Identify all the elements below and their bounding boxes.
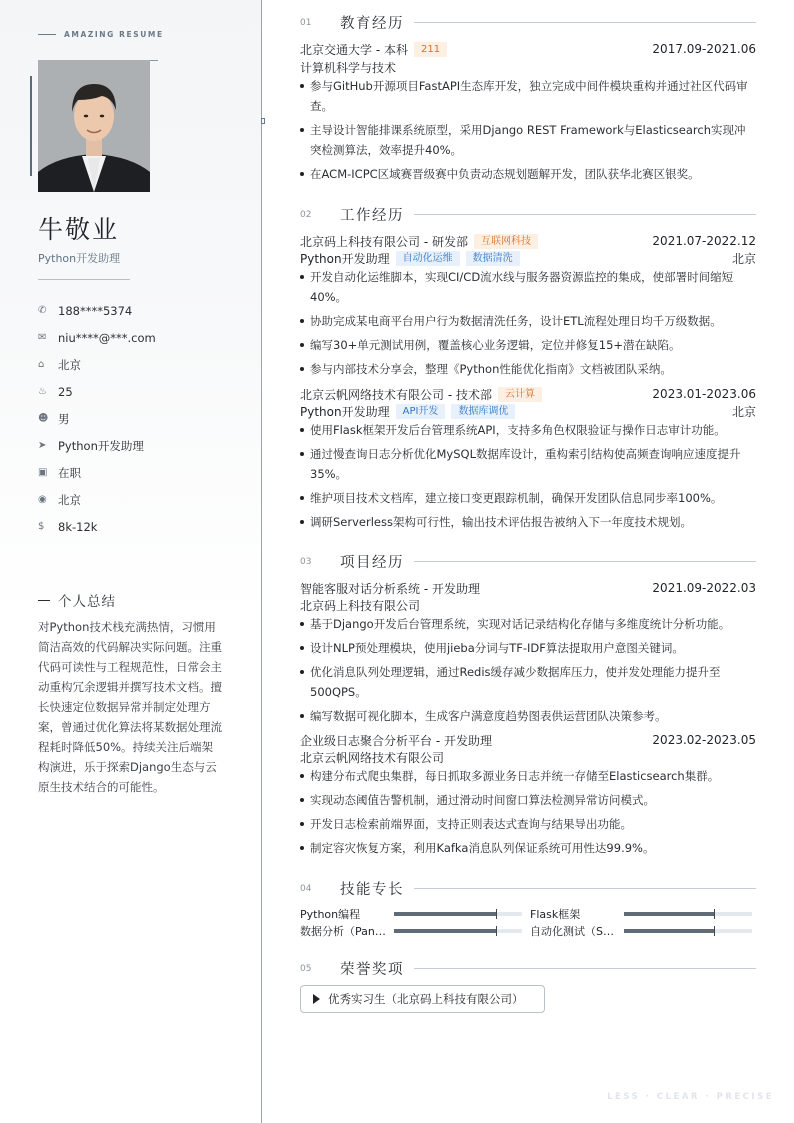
candidate-role: Python开发助理	[38, 252, 121, 265]
section-title: 教育经历	[340, 16, 404, 32]
work-city: 北京	[731, 404, 756, 419]
location-pin-icon: ◉	[38, 494, 47, 505]
brand-label: AMAZING RESUME	[64, 30, 164, 39]
contact-info-list	[38, 297, 238, 540]
list-item: 基于Django开发后台管理系统，实现对话记录结构化存储与多维度统计分析功能。	[300, 614, 756, 634]
skill-level-bar	[624, 929, 752, 933]
work-position-row	[300, 402, 756, 420]
gender-icon: ☻	[38, 413, 49, 424]
project-date: 2023.02-2023.05	[652, 733, 756, 747]
section-awards-header	[300, 958, 756, 979]
contact-info-value: 北京	[58, 357, 81, 372]
work-company: 北京码上科技有限公司 - 研发部	[300, 234, 468, 249]
list-item: 维护项目技术文档库，建立接口变更跟踪机制，确保开发团队信息同步率100%。	[300, 488, 756, 508]
skill-item	[530, 906, 752, 922]
work-company: 北京云帆网络技术有限公司 - 技术部	[300, 387, 492, 402]
send-icon: ➤	[38, 440, 47, 451]
work-position: Python开发助理	[300, 404, 390, 419]
skill-level-bar	[394, 912, 522, 916]
contact-info-value: 男	[58, 411, 70, 426]
work-bullet-list	[300, 420, 756, 536]
list-item: 开发日志检索前端界面，支持正则表达式查询与结果导出功能。	[300, 814, 756, 834]
education-header-row	[300, 40, 756, 58]
list-item: 制定容灾恢复方案，利用Kafka消息队列保证系统可用性达99.9%。	[300, 838, 756, 858]
contact-info-value: Python开发助理	[58, 438, 144, 453]
section-education-header	[300, 12, 756, 33]
skill-name: 自动化测试（S…	[530, 925, 614, 938]
skill-level-fill	[624, 929, 714, 933]
list-item: 使用Flask框架开发后台管理系统API，支持多角色权限验证与操作日志审计功能。	[300, 420, 756, 440]
home-icon: ⌂	[38, 359, 45, 370]
work-header-row	[300, 232, 756, 250]
section-title: 项目经历	[340, 555, 404, 571]
timeline-marker	[261, 118, 265, 124]
play-triangle-icon	[313, 994, 320, 1004]
list-item: 实现动态阈值告警机制，通过滑动时间窗口算法检测异常访问模式。	[300, 790, 756, 810]
list-item: 参与GitHub开源项目FastAPI生态库开发，独立完成中间件模块重构并通过社区代码审查。	[300, 76, 756, 116]
section-number: 01	[300, 17, 312, 28]
skill-level-marker	[496, 926, 497, 936]
footer-tagline: LESS · CLEAR · PRECISE	[607, 1092, 774, 1102]
award-label: 优秀实习生（北京码上科技有限公司）	[328, 992, 524, 1006]
skill-item	[300, 923, 522, 939]
skill-tag: 数据库调优	[451, 404, 515, 419]
briefcase-icon: ▣	[38, 467, 48, 478]
skill-name: Python编程	[300, 908, 361, 921]
section-title: 工作经历	[340, 208, 404, 224]
contact-info-row	[38, 324, 238, 351]
summary-title: 个人总结	[58, 594, 116, 610]
section-title: 技能专长	[340, 882, 404, 898]
education-date: 2017.09-2021.06	[652, 42, 756, 56]
skill-name: 数据分析（Pan…	[300, 925, 386, 938]
avatar-portrait	[38, 60, 150, 192]
money-icon: $	[38, 521, 45, 532]
contact-info-row	[38, 297, 238, 324]
divider	[38, 34, 56, 35]
contact-info-row	[38, 351, 238, 378]
list-item: 参与内部技术分享会，整理《Python性能优化指南》文档被团队采纳。	[300, 359, 756, 379]
contact-info-row	[38, 459, 238, 486]
skill-level-bar	[624, 912, 752, 916]
contact-info-value: 188****5374	[58, 303, 133, 318]
project-company: 北京云帆网络技术有限公司	[300, 750, 445, 765]
project-company-row	[300, 748, 756, 766]
section-work-header	[300, 204, 756, 225]
skill-item	[530, 923, 752, 939]
section-skills-header	[300, 878, 756, 899]
divider	[38, 279, 130, 280]
divider	[38, 600, 50, 601]
sidebar	[0, 0, 262, 1123]
divider	[414, 214, 756, 215]
section-number: 04	[300, 883, 312, 894]
education-major: 计算机科学与技术	[300, 60, 397, 75]
project-name: 智能客服对话分析系统 - 开发助理	[300, 581, 480, 596]
project-bullet-list	[300, 614, 756, 730]
list-item: 主导设计智能排课系统原型，采用Django REST Framework与Elasticsearch实现冲突检测算法，效率提升40%。	[300, 120, 756, 160]
contact-info-row	[38, 432, 238, 459]
work-position-row	[300, 249, 756, 267]
list-item: 优化消息队列处理逻辑，通过Redis缓存减少数据库压力，使并发处理能力提升至500QPS。	[300, 662, 756, 702]
list-item: 通过慢查询日志分析优化MySQL数据库设计，重构索引结构使高频查询响应速度提升35%。	[300, 444, 756, 484]
skill-level-marker	[714, 909, 715, 919]
education-bullet-list	[300, 76, 756, 188]
project-header-row	[300, 731, 756, 749]
section-projects-header	[300, 551, 756, 572]
profile-photo-frame	[38, 60, 150, 192]
cake-icon: ♨	[38, 386, 47, 397]
section-number: 03	[300, 556, 312, 567]
skill-tag: 数据清洗	[466, 251, 520, 266]
contact-info-value: niu****@***.com	[58, 330, 156, 345]
industry-tag: 互联网科技	[474, 234, 538, 249]
summary-text: 对Python技术栈充满热情，习惯用简洁高效的代码解决实际问题。注重代码可读性与工程规范性，日常会主动重构冗余逻辑并撰写技术文档。擅长快速定位数据异常并制定处理方案，曾通过优化算法将某数据处理流程耗时降低50%。持续关注后端架构演进，乐于探索Django生态与云原生技术结合的可能性。	[38, 620, 222, 794]
skill-level-marker	[496, 909, 497, 919]
candidate-name: 牛敬业	[38, 215, 120, 244]
school-tag: 211	[414, 42, 447, 57]
avatar	[38, 60, 150, 192]
project-bullet-list	[300, 766, 756, 862]
work-date: 2023.01-2023.06	[652, 387, 756, 401]
project-company-row	[300, 596, 756, 614]
project-name: 企业级日志聚合分析平台 - 开发助理	[300, 733, 492, 748]
list-item: 编写数据可视化脚本，生成客户满意度趋势图表供运营团队决策参考。	[300, 706, 756, 726]
section-number: 02	[300, 209, 312, 220]
list-item: 构建分布式爬虫集群，每日抓取多源业务日志并统一存储至Elasticsearch集群。	[300, 766, 756, 786]
divider	[414, 968, 756, 969]
contact-info-row	[38, 405, 238, 432]
mail-icon: ✉	[38, 332, 47, 343]
industry-tag: 云计算	[498, 387, 542, 402]
skill-level-bar	[394, 929, 522, 933]
contact-info-value: 25	[58, 384, 73, 399]
skill-tag: API开发	[396, 404, 446, 419]
award-item[interactable]	[300, 985, 545, 1013]
work-header-row	[300, 385, 756, 403]
list-item: 编写30+单元测试用例，覆盖核心业务逻辑，定位并修复15+潜在缺陷。	[300, 335, 756, 355]
contact-info-value: 在职	[58, 465, 81, 480]
list-item: 设计NLP预处理模块，使用jieba分词与TF-IDF算法提取用户意图关键词。	[300, 638, 756, 658]
brand-header	[38, 30, 164, 39]
skill-item	[300, 906, 522, 922]
divider	[414, 888, 756, 889]
skill-level-marker	[714, 926, 715, 936]
list-item: 协助完成某电商平台用户行为数据清洗任务，设计ETL流程处理日均千万级数据。	[300, 311, 756, 331]
section-title: 荣誉奖项	[340, 962, 404, 978]
phone-icon: ✆	[38, 305, 47, 316]
divider	[414, 561, 756, 562]
divider	[414, 22, 756, 23]
section-number: 05	[300, 963, 312, 974]
photo-accent-bar	[30, 76, 32, 176]
work-position: Python开发助理	[300, 251, 390, 266]
skill-name: Flask框架	[530, 908, 581, 921]
project-header-row	[300, 579, 756, 597]
list-item: 调研Serverless架构可行性，输出技术评估报告被纳入下一年度技术规划。	[300, 512, 756, 532]
summary-heading	[38, 590, 116, 610]
work-date: 2021.07-2022.12	[652, 234, 756, 248]
contact-info-row	[38, 378, 238, 405]
contact-info-value: 北京	[58, 492, 81, 507]
list-item: 在ACM-ICPC区域赛晋级赛中负责动态规划题解开发，团队获华北赛区银奖。	[300, 164, 756, 184]
education-school: 北京交通大学 - 本科	[300, 42, 408, 57]
work-bullet-list	[300, 267, 756, 383]
contact-info-row	[38, 486, 238, 513]
skill-level-fill	[394, 912, 496, 916]
project-company: 北京码上科技有限公司	[300, 598, 421, 613]
skill-level-fill	[394, 929, 496, 933]
list-item: 开发自动化运维脚本，实现CI/CD流水线与服务器资源监控的集成，使部署时间缩短40%。	[300, 267, 756, 307]
education-major-row	[300, 58, 756, 76]
skill-level-fill	[624, 912, 714, 916]
project-date: 2021.09-2022.03	[652, 581, 756, 595]
work-city: 北京	[731, 251, 756, 266]
contact-info-value: 8k-12k	[58, 519, 98, 534]
skill-tag: 自动化运维	[396, 251, 460, 266]
contact-info-row	[38, 513, 238, 540]
